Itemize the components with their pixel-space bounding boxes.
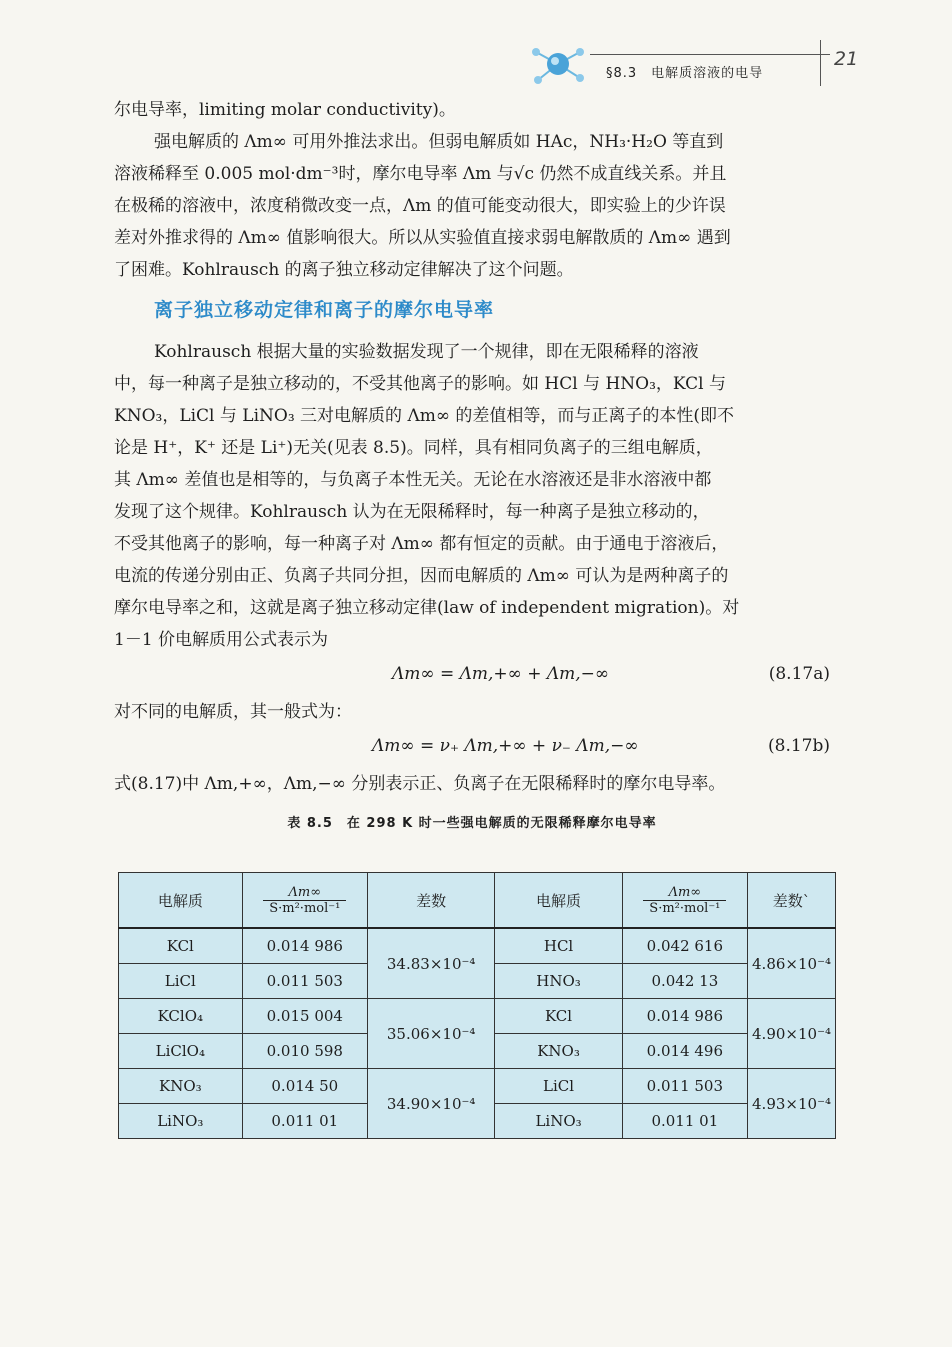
header-rule <box>590 54 830 55</box>
cell-value: 0.014 496 <box>622 1034 747 1069</box>
paragraph-kohlrausch <box>114 336 830 656</box>
table-caption: 表 8.5 在 298 K 时一些强电解质的无限稀释摩尔电导率 <box>287 816 657 831</box>
page-header <box>520 40 920 90</box>
section-subheading: 离子独立移动定律和离子的摩尔电导率 <box>154 299 495 321</box>
cell-value: 0.042 616 <box>622 928 747 964</box>
equation-text: Λm∞ = ν₊ Λm,+∞ + ν₋ Λm,−∞ <box>372 736 639 756</box>
cell-value: 0.014 50 <box>242 1069 367 1104</box>
header-divider <box>820 40 821 86</box>
cell-value: 0.014 986 <box>242 928 367 964</box>
equation-text: Λm∞ = Λm,+∞ + Λm,−∞ <box>392 664 610 684</box>
cell-electrolyte: HCl <box>495 928 622 964</box>
lambda-fraction <box>643 885 726 916</box>
cell-electrolyte: LiNO₃ <box>119 1104 243 1139</box>
header-lambda <box>242 873 367 929</box>
molecule-icon <box>528 42 588 86</box>
cell-value: 0.014 986 <box>622 999 747 1034</box>
conductivity-table <box>118 872 836 1139</box>
cell-electrolyte: LiCl <box>495 1069 622 1104</box>
text-line: 强电解质的 Λm∞ 可用外推法求出。但弱电解质如 HAc，NH₃·H₂O 等直到 <box>154 132 724 152</box>
text-line: 发现了这个规律。Kohlrausch 认为在无限稀释时，每一种离子是独立移动的， <box>114 502 710 522</box>
cell-diff: 4.86×10⁻⁴ <box>748 928 836 999</box>
cell-electrolyte: KNO₃ <box>495 1034 622 1069</box>
cell-electrolyte: KClO₄ <box>119 999 243 1034</box>
cell-electrolyte: LiNO₃ <box>495 1104 622 1139</box>
fraction-denominator: S·m²·mol⁻¹ <box>269 900 341 916</box>
text-line: KNO₃，LiCl 与 LiNO₃ 三对电解质的 Λm∞ 的差值相等，而与正离子的本性(即不 <box>114 406 735 426</box>
cell-diff: 4.90×10⁻⁴ <box>748 999 836 1069</box>
cell-value: 0.010 598 <box>242 1034 367 1069</box>
table-row <box>119 928 836 964</box>
fraction-numerator: Λm∞ <box>643 885 726 901</box>
text-line: 中，每一种离子是独立移动的，不受其他离子的影响。如 HCl 与 HNO₃，KCl 与 <box>114 374 727 394</box>
text-line: 其 Λm∞ 差值也是相等的，与负离子本性无关。无论在水溶液还是非水溶液中都 <box>114 470 712 490</box>
cell-diff: 34.90×10⁻⁴ <box>367 1069 494 1139</box>
cell-value: 0.011 01 <box>622 1104 747 1139</box>
text-line: 溶液稀释至 0.005 mol·dm⁻³时，摩尔电导率 Λm 与√c 仍然不成直线关系。并且 <box>114 164 727 184</box>
table-header-row <box>119 873 836 929</box>
running-head: §8.3 电解质溶液的电导 <box>606 66 764 81</box>
lambda-fraction <box>263 885 346 916</box>
text-line: 论是 H⁺，K⁺ 还是 Li⁺)无关(见表 8.5)。同样，具有相同负离子的三组电解质， <box>114 438 713 458</box>
header-electrolyte: 电解质 <box>119 873 243 929</box>
cell-value: 0.042 13 <box>622 964 747 999</box>
text-line: 差对外推求得的 Λm∞ 值影响很大。所以从实验值直接求弱电解散质的 Λm∞ 遇到 <box>114 228 731 248</box>
table-row <box>119 999 836 1034</box>
cell-electrolyte: HNO₃ <box>495 964 622 999</box>
header-diff: 差数 <box>367 873 494 929</box>
cell-electrolyte: KNO₃ <box>119 1069 243 1104</box>
cell-value: 0.011 503 <box>622 1069 747 1104</box>
cell-diff: 34.83×10⁻⁴ <box>367 928 494 999</box>
text-line: Kohlrausch 根据大量的实验数据发现了一个规律，即在无限稀释的溶液 <box>154 342 699 362</box>
cell-value: 0.015 004 <box>242 999 367 1034</box>
header-diff-2: 差数` <box>748 873 836 929</box>
equation-8-17a <box>114 656 830 696</box>
table-row <box>119 1069 836 1104</box>
text-line: 1－1 价电解质用公式表示为 <box>114 630 329 650</box>
cell-diff: 35.06×10⁻⁴ <box>367 999 494 1069</box>
equation-number: (8.17b) <box>768 736 830 756</box>
text-line: 了困难。Kohlrausch 的离子独立移动定律解决了这个问题。 <box>114 260 574 280</box>
fraction-numerator: Λm∞ <box>263 885 346 901</box>
cell-diff: 4.93×10⁻⁴ <box>748 1069 836 1139</box>
text-line: 尔电导率，limiting molar conductivity)。 <box>114 100 456 120</box>
text-line: 对不同的电解质，其一般式为： <box>114 702 352 722</box>
text-line: 电流的传递分别由正、负离子共同分担，因而电解质的 Λm∞ 可认为是两种离子的 <box>114 566 729 586</box>
main-text <box>114 94 830 837</box>
text-line: 在极稀的溶液中，浓度稍微改变一点，Λm 的值可能变动很大，即实验上的少许误 <box>114 196 726 216</box>
fraction-denominator: S·m²·mol⁻¹ <box>649 900 721 916</box>
cell-electrolyte: LiCl <box>119 964 243 999</box>
header-electrolyte-2: 电解质 <box>495 873 622 929</box>
equation-number: (8.17a) <box>768 664 830 684</box>
header-lambda-2 <box>622 873 747 929</box>
cell-electrolyte: LiClO₄ <box>119 1034 243 1069</box>
cell-electrolyte: KCl <box>119 928 243 964</box>
equation-8-17b <box>114 728 830 768</box>
cell-value: 0.011 503 <box>242 964 367 999</box>
paragraph-weak-electrolyte <box>114 126 830 286</box>
cell-value: 0.011 01 <box>242 1104 367 1139</box>
text-line: 不受其他离子的影响，每一种离子对 Λm∞ 都有恒定的贡献。由于通电于溶液后， <box>114 534 729 554</box>
text-line: 摩尔电导率之和，这就是离子独立移动定律(law of independent migration)。对 <box>114 598 740 618</box>
cell-electrolyte: KCl <box>495 999 622 1034</box>
text-line: 式(8.17)中 Λm,+∞，Λm,−∞ 分别表示正、负离子在无限稀释时的摩尔电导率。 <box>114 774 726 794</box>
page-number: 21 <box>834 48 859 70</box>
